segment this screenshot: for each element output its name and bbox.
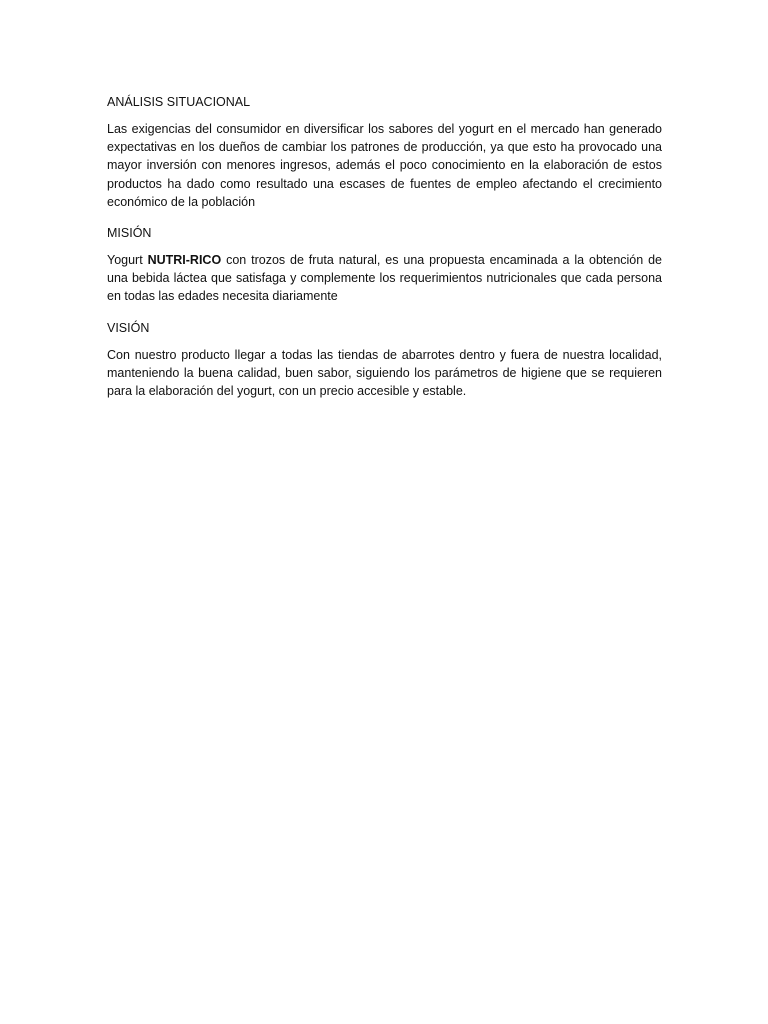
- heading-mision: MISIÓN: [107, 226, 152, 241]
- mision-prefix: Yogurt: [107, 253, 148, 268]
- paragraph-analisis-situacional: Las exigencias del consumidor en diversificar los sabores del yogurt en el mercado han generado expectativas en los dueños de cambiar los patrones de producción, ya que esto ha provocado una mayor inversión con menores ingresos, además el poco conocimiento en la elaboración de estos productos ha dado como resultado una escases de fuentes de empleo afectando el crecimiento económico de la población: [107, 122, 662, 209]
- paragraph-vision: Con nuestro producto llegar a todas las tiendas de abarrotes dentro y fuera de nuestra localidad, manteniendo la buena calidad, buen sabor, siguiendo los parámetros de higiene que se requieren para la elaboración del yogurt, con un precio accesible y estable.: [107, 347, 662, 399]
- heading-analisis-situacional: ANÁLISIS SITUACIONAL: [107, 95, 251, 109]
- brand-name: NUTRI-RICO: [147, 253, 222, 268]
- mision-suffix: con trozos de fruta natural, es una propuesta encaminada a la obtención de una bebida láctea que satisfaga y complemente los requerimientos nutricionales que cada persona en todas las edades necesita diariamente: [107, 253, 663, 304]
- document-page: [107, 94, 662, 414]
- heading-vision: VISIÓN: [107, 320, 150, 335]
- paragraph-mision: [107, 251, 662, 306]
